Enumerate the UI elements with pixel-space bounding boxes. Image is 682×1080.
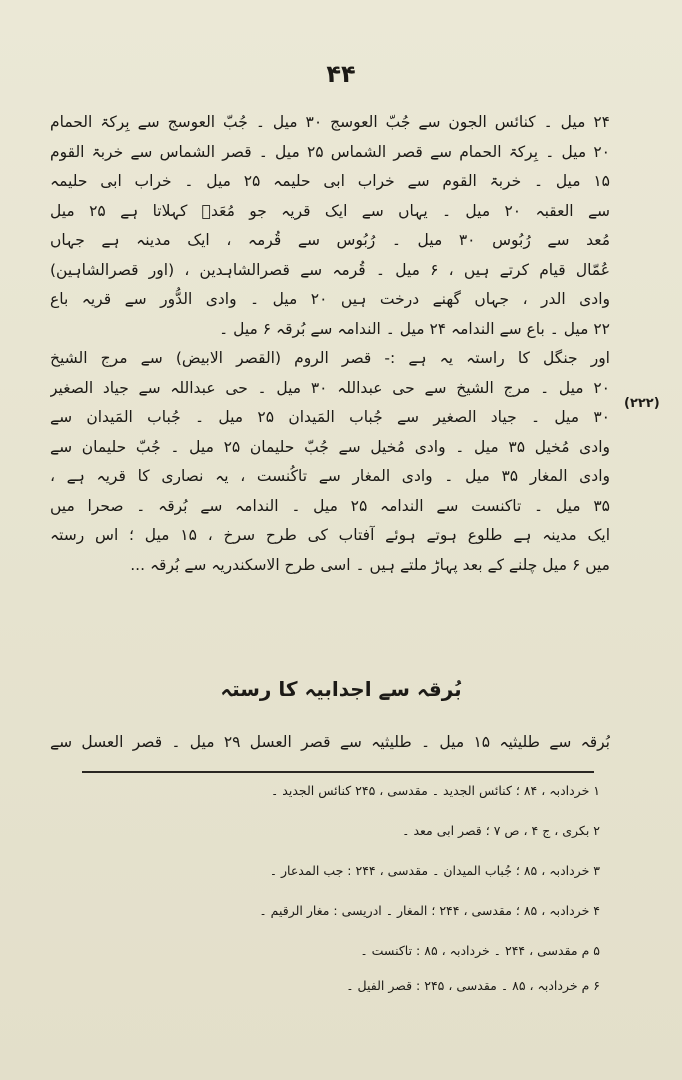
text-line: ۲۲ میل ۔ باع سے الندامہ ۲۴ میل ۔ الندامہ سے بُرقہ ۶ میل ۔: [219, 319, 610, 338]
footnote: ۱ خردادبہ ، ۸۴ ؛ کنائس الجدید ۔ مقدسی ، ۲۴۵ کنائس الجدید ۔: [271, 783, 600, 798]
text-line: وادی مُخیل ۳۵ میل ۔ وادی مُخیل سے جُبّ حلیمان ۲۵ میل ۔ جُبّ حلیمان سے: [50, 437, 610, 456]
text-line: وادی الدر ، جہاں گھنے درخت ہیں ۲۰ میل ۔ وادی الدُّور سے قریہ باع: [50, 290, 610, 308]
text-line: مُعد سے رُبُوس ۳۰ میل ۔ رُبُوس سے قُرمہ ، ایک مدینہ ہے جہاں: [50, 231, 610, 249]
text-line: اور جنگل کا راستہ یہ ہے :- قصر الروم (القصر الابیض) سے مرج الشیخ: [50, 349, 610, 367]
text-line: سے العقبہ ۲۰ میل ۔ یہاں سے ایک قریہ جو مُعَدؔ کہلاتا ہے ۲۵ میل: [50, 201, 610, 220]
footnote: ۳ خردادبہ ، ۸۵ ؛ جُباب المیدان ۔ مقدسی ، ۲۴۴ : جب المدعار ۔: [269, 863, 600, 878]
footnote: ۶ م خردادبہ ، ۸۵ ۔ مقدسی ، ۲۴۵ : قصر الفیل ۔: [346, 978, 600, 993]
text-line: میں ۶ میل چلنے کے بعد پہاڑ ملتے ہیں ۔ اسی طرح الاسکندریہ سے بُرقہ ...: [130, 555, 610, 574]
text-line: ۱۵ میل ۔ خربۃ القوم سے خراب ابی حلیمہ ۲۵ میل ۔ خراب ابی حلیمہ: [50, 172, 610, 190]
section-heading: بُرقہ سے اجدابیہ کا رستہ: [220, 677, 462, 701]
text-line: ۳۰ میل ۔ جیاد الصغیر سے جُباب المَیدان ۲۵ میل ۔ جُباب المَیدان سے: [50, 408, 610, 426]
text-line: ۲۰ میل ۔ مرج الشیخ سے حی عبداللہ ۳۰ میل ۔ حی عبداللہ سے جیاد الصغیر: [50, 378, 610, 397]
page-number: ۴۴: [326, 60, 356, 88]
footnote: ۴ خردادبہ ، ۸۵ ؛ مقدسی ، ۲۴۴ ؛ المغار ۔ ادریسی : مغار الرقیم ۔: [259, 903, 600, 918]
margin-reference: (۲۲۲): [624, 396, 660, 411]
footnote-divider: [82, 771, 594, 773]
footnote: ۵ م مقدسی ، ۲۴۴ ۔ خردادبہ ، ۸۵ : تاکنست ۔: [360, 943, 600, 958]
text-line: وادی المغار ۳۵ میل ۔ وادی المغار سے تاکُنست ، یہ نصاری کا قریہ ہے ،: [50, 467, 610, 485]
text-line: ۳۵ میل ۔ تاکنست سے الندامہ ۲۵ میل ۔ الندامہ سے بُرقہ ۔ صحرا میں: [50, 496, 610, 515]
text-line: عُمّال قیام کرتے ہیں ، ۶ میل ۔ قُرمہ سے قصرالشاہدین ، (اور قصرالشاہین): [50, 260, 610, 279]
body-text: [50, 108, 610, 580]
text-line: ایک مدینہ ہے طلوع ہوتے ہوئے آفتاب کی طرح سرخ ، ۱۵ میل ؛ اس رستہ: [50, 526, 610, 544]
section-text-line: بُرقہ سے طلیثیہ ۱۵ میل ۔ طلیثیہ سے قصر العسل ۲۹ میل ۔ قصر العسل سے: [50, 733, 610, 751]
text-line: ۲۴ میل ۔ کنائس الجون سے جُبّ العوسج ۳۰ میل ۔ جُبّ العوسج سے بِرکۃ الحمام: [50, 113, 610, 131]
text-line: ۲۰ میل ۔ بِرکۃ الحمام سے قصر الشماس ۲۵ میل ۔ قصر الشماس سے خربۃ القوم: [50, 142, 610, 161]
footnote: ۲ بکری ، ج ۴ ، ص ۷ ؛ قصر ابی معد ۔: [402, 823, 600, 838]
